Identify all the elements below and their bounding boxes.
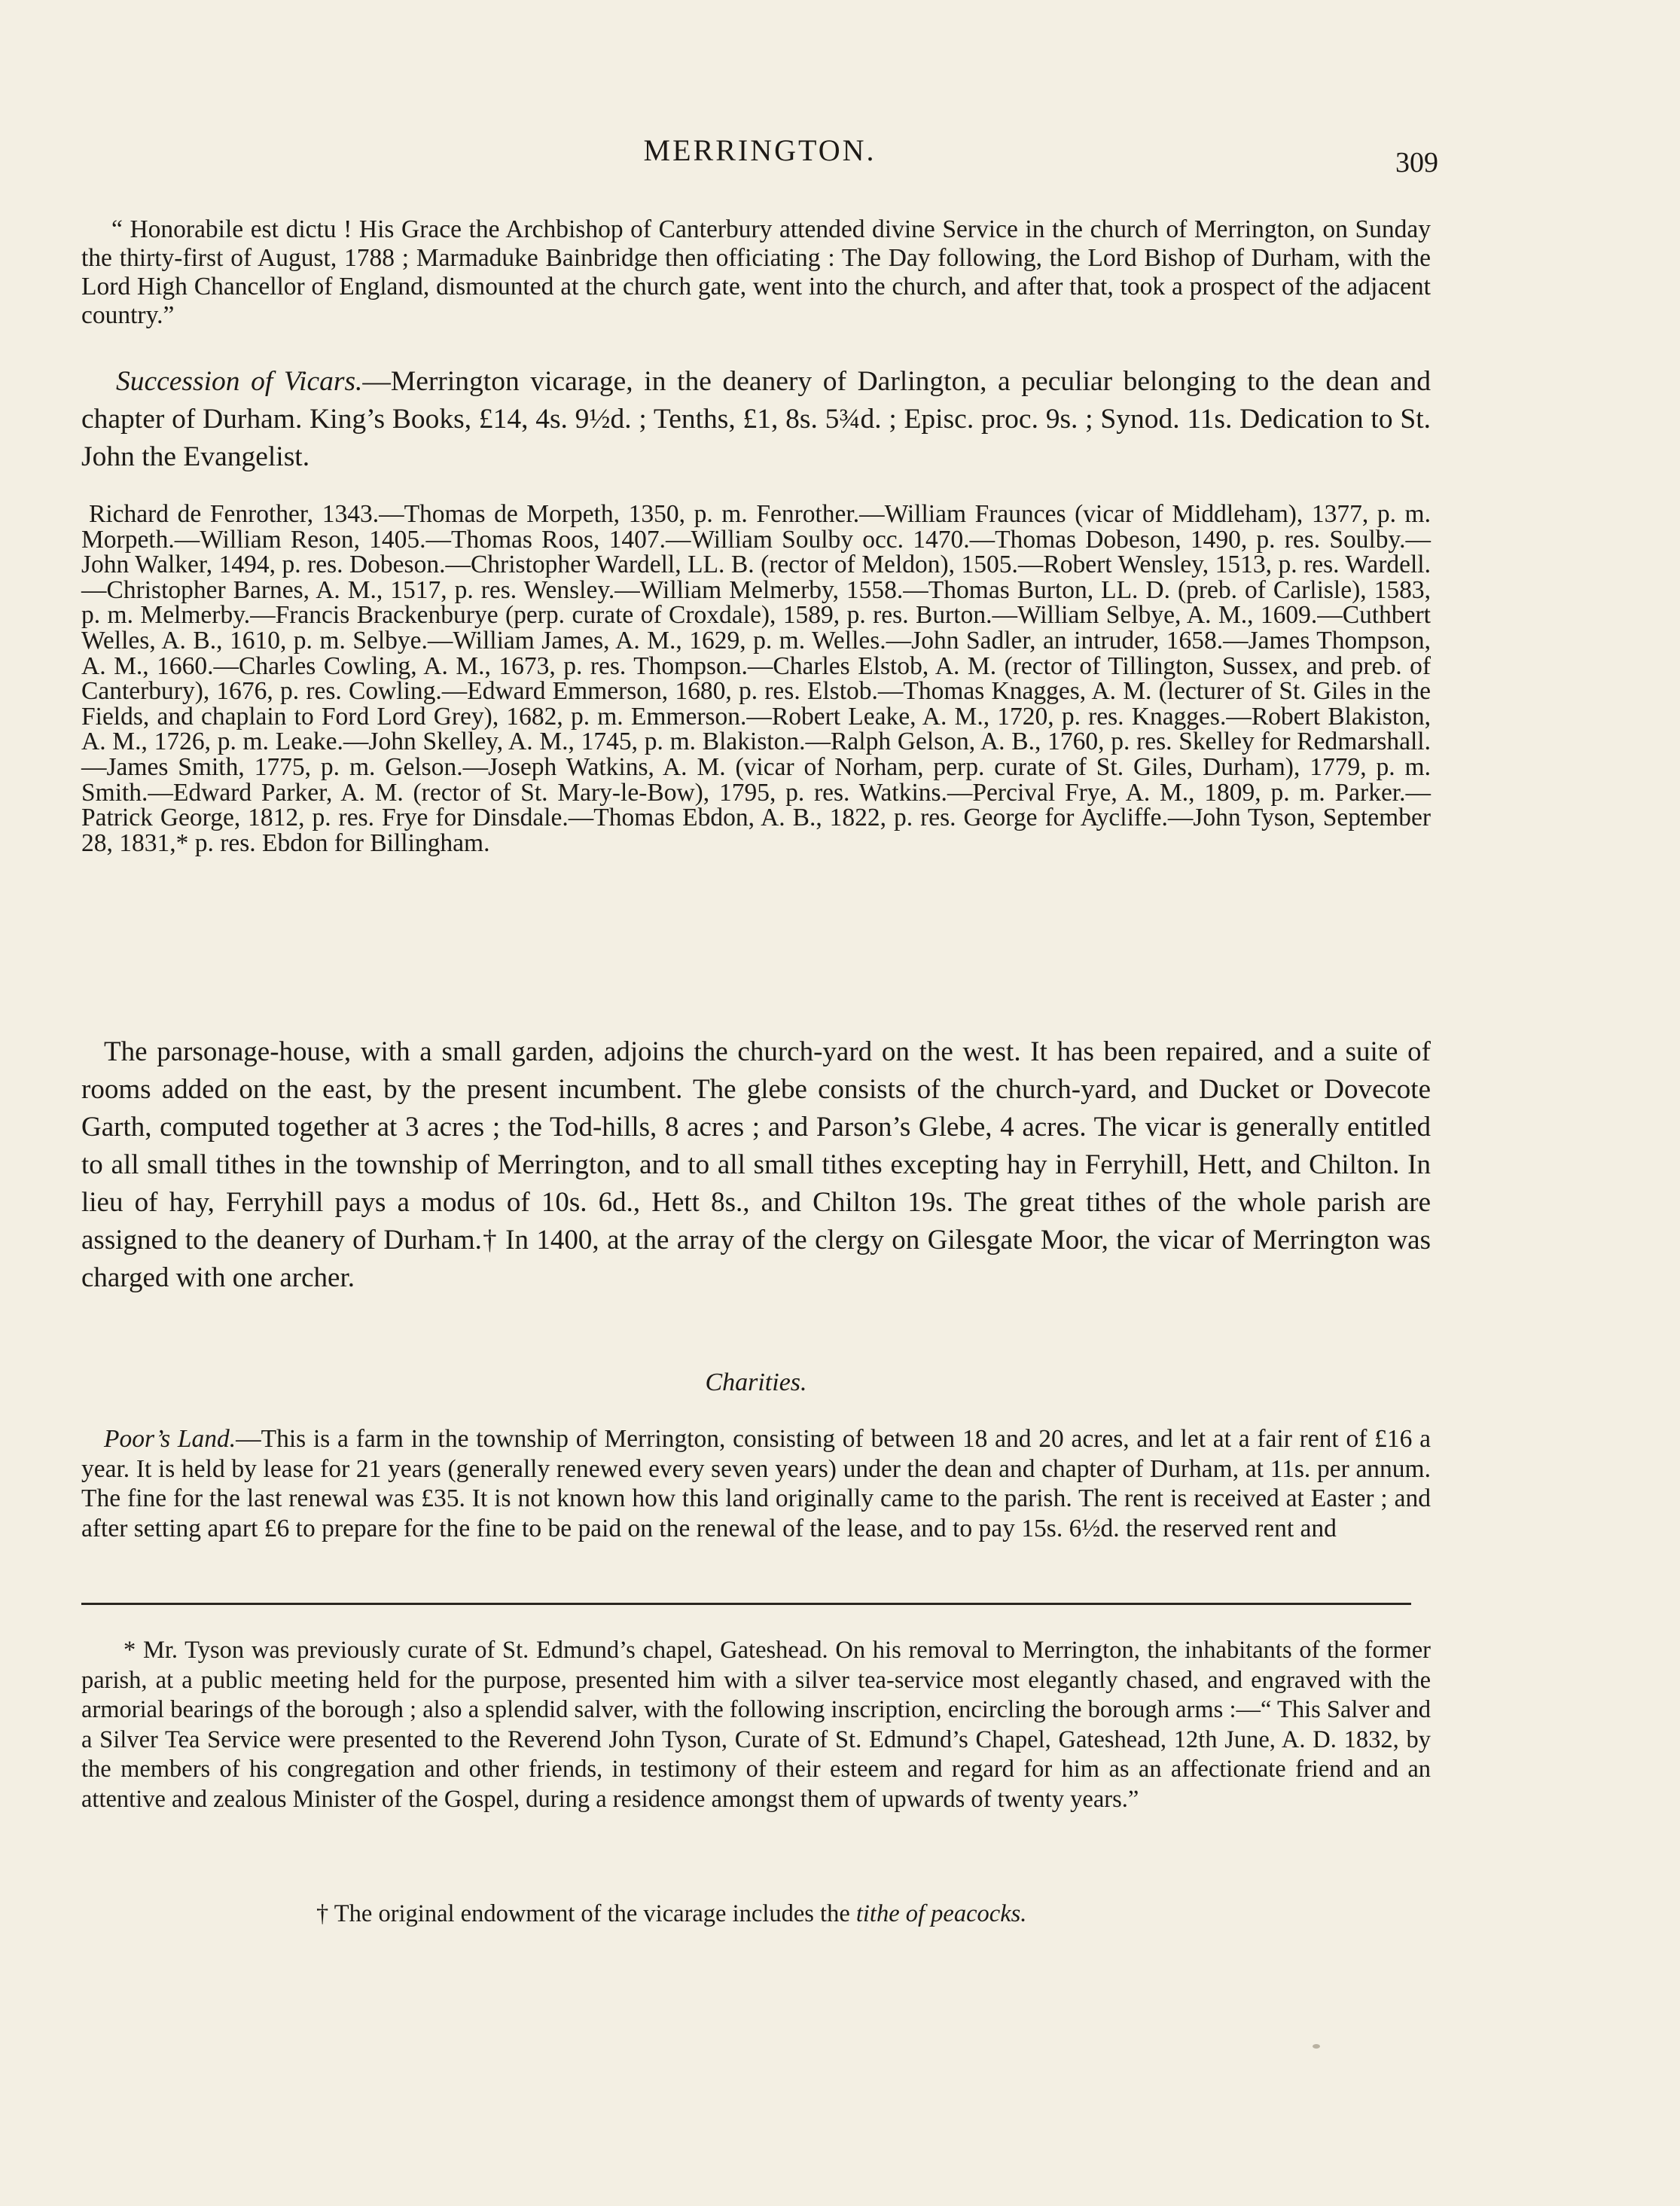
succession-paragraph — [81, 363, 1431, 476]
page-number: 309 — [1395, 147, 1438, 178]
succession-heading: Succession of Vicars. — [116, 366, 363, 397]
footnote-endowment-text: † The original endowment of the vicarage includes the — [316, 1900, 856, 1927]
parsonage-paragraph — [81, 1033, 1431, 1297]
ink-speck — [1313, 2044, 1320, 2049]
footnote-endowment-italic: tithe of peacocks. — [855, 1900, 1027, 1927]
vicars-list-paragraph — [81, 502, 1431, 856]
poors-land-text: —This is a farm in the township of Merrington, consisting of between 18 and 20 acres, and let at a fair rent of £16 a year. It is held by lease for 21 years (generally renewed every seven years) under the dean and chapter of Durham, at 11s. per annum. The fine for the last renewal was £35. It is not known how this land originally came to the parish. The rent is received at Easter ; and after setting apart £6 to prepare for the fine to be paid on the renewal of the lease, and to pay 15s. 6½d. the reserved rent and — [81, 1425, 1431, 1542]
footnote-tyson-text: * Mr. Tyson was previously curate of St. Edmund’s chapel, Gateshead. On his removal to Merrington, the inhabitants of the former parish, at a public meeting held for the purpose, presented him with a silver tea-service most elegantly chased, and engraved with the armorial bearings of the borough ; also a splendid salver, with the following inscription, encircling the borough arms :—“ This Salver and a Silver Tea Service were presented to the Reverend John Tyson, Curate of St. Edmund’s Chapel, Gateshead, 12th June, A. D. 1832, by the members of his congregation and other friends, in testimony of their esteem and regard for him as an affectionate friend and an attentive and zealous Minister of the Gospel, during a residence amongst them of upwards of twenty years.” — [81, 1637, 1431, 1813]
page-header — [81, 133, 1438, 178]
footnote-rule — [81, 1603, 1411, 1605]
footnote-endowment — [81, 1899, 1431, 1929]
footnote-tyson — [81, 1636, 1431, 1814]
vicars-text: Richard de Fenrother, 1343.—Thomas de Morpeth, 1350, p. m. Fenrother.—William Fraunces (vicar of Middleham), 1377, p. m. Morpeth.—William Reson, 1405.—Thomas Roos, 1407.—William Soulby occ. 1470.—Thomas Dobeson, 1490, p. res. Soulby.—John Walker, 1494, p. res. Dobeson.—Christopher Wardell, LL. B. (rector of Meldon), 1505.—Robert Wensley, 1513, p. res. Wardell.—Christopher Barnes, A. M., 1517, p. res. Wensley.—William Melmerby, 1558.—Thomas Burton, LL. D. (preb. of Carlisle), 1583, p. m. Melmerby.—Francis Brackenburye (perp. curate of Croxdale), 1589, p. res. Burton.—William Selbye, A. M., 1609.—Cuthbert Welles, A. B., 1610, p. m. Selbye.—William James, A. M., 1629, p. m. Welles.—John Sadler, an intruder, 1658.—James Thompson, A. M., 1660.—Charles Cowling, A. M., 1673, p. res. Thompson.—Charles Elstob, A. M. (rector of Tillington, Sussex, and preb. of Canterbury), 1676, p. res. Cowling.—Edward Emmerson, 1680, p. res. Elstob.—Thomas Knagges, A. M. (lecturer of St. Giles in the Fields, and chaplain to Ford Lord Grey), 1682, p. m. Emmerson.—Robert Leake, A. M., 1720, p. res. Knagges.—Robert Blakiston, A. M., 1726, p. m. Leake.—John Skelley, A. M., 1745, p. m. Blakiston.—Ralph Gelson, A. B., 1760, p. res. Skelley for Redmarshall.—James Smith, 1775, p. m. Gelson.—Joseph Watkins, A. M. (vicar of Norham, perp. curate of St. Giles, Durham), 1779, p. m. Smith.—Edward Parker, A. M. (rector of St. Mary-le-Bow), 1795, p. res. Watkins.—Percival Frye, A. M., 1809, p. m. Parker.—Patrick George, 1812, p. res. Frye for Dinsdale.—Thomas Ebdon, A. B., 1822, p. res. George for Aycliffe.—John Tyson, September 28, 1831,* p. res. Ebdon for Billingham. — [81, 500, 1431, 857]
succession-text: —Merrington vicarage, in the deanery of Darlington, a peculiar belonging to the dean and chapter of Durham. King’s Books, £14, 4s. 9½d. ; Tenths, £1, 8s. 5¾d. ; Episc. proc. 9s. ; Synod. 11s. Dedication to St. John the Evangelist. — [81, 366, 1431, 472]
running-head: MERRINGTON. — [643, 133, 877, 167]
quote-paragraph — [81, 215, 1431, 330]
poors-land-paragraph — [81, 1424, 1431, 1543]
quote-text: “ Honorabile est dictu ! His Grace the Archbishop of Canterbury attended divine Service in the church of Merrington, on Sunday the thirty-first of August, 1788 ; Marmaduke Bainbridge then officiating : The Day following, the Lord Bishop of Durham, with the Lord High Chancellor of England, dismounted at the church gate, went into the church, and after that, took a prospect of the adjacent country.” — [81, 215, 1431, 329]
charities-heading: Charities. — [705, 1368, 807, 1396]
poors-land-heading: Poor’s Land. — [104, 1425, 236, 1453]
parsonage-text: The parsonage-house, with a small garden, adjoins the church-yard on the west. It has been repaired, and a suite of rooms added on the east, by the present incumbent. The glebe consists of the church-yard, and Ducket or Dovecote Garth, computed together at 3 acres ; the Tod-hills, 8 acres ; and Parson’s Glebe, 4 acres. The vicar is generally entitled to all small tithes in the township of Merrington, and to all small tithes excepting hay in Ferryhill, Hett, and Chilton. In lieu of hay, Ferryhill pays a modus of 10s. 6d., Hett 8s., and Chilton 19s. The great tithes of the whole parish are assigned to the deanery of Durham.† In 1400, at the array of the clergy on Gilesgate Moor, the vicar of Merrington was charged with one archer. — [81, 1036, 1431, 1293]
